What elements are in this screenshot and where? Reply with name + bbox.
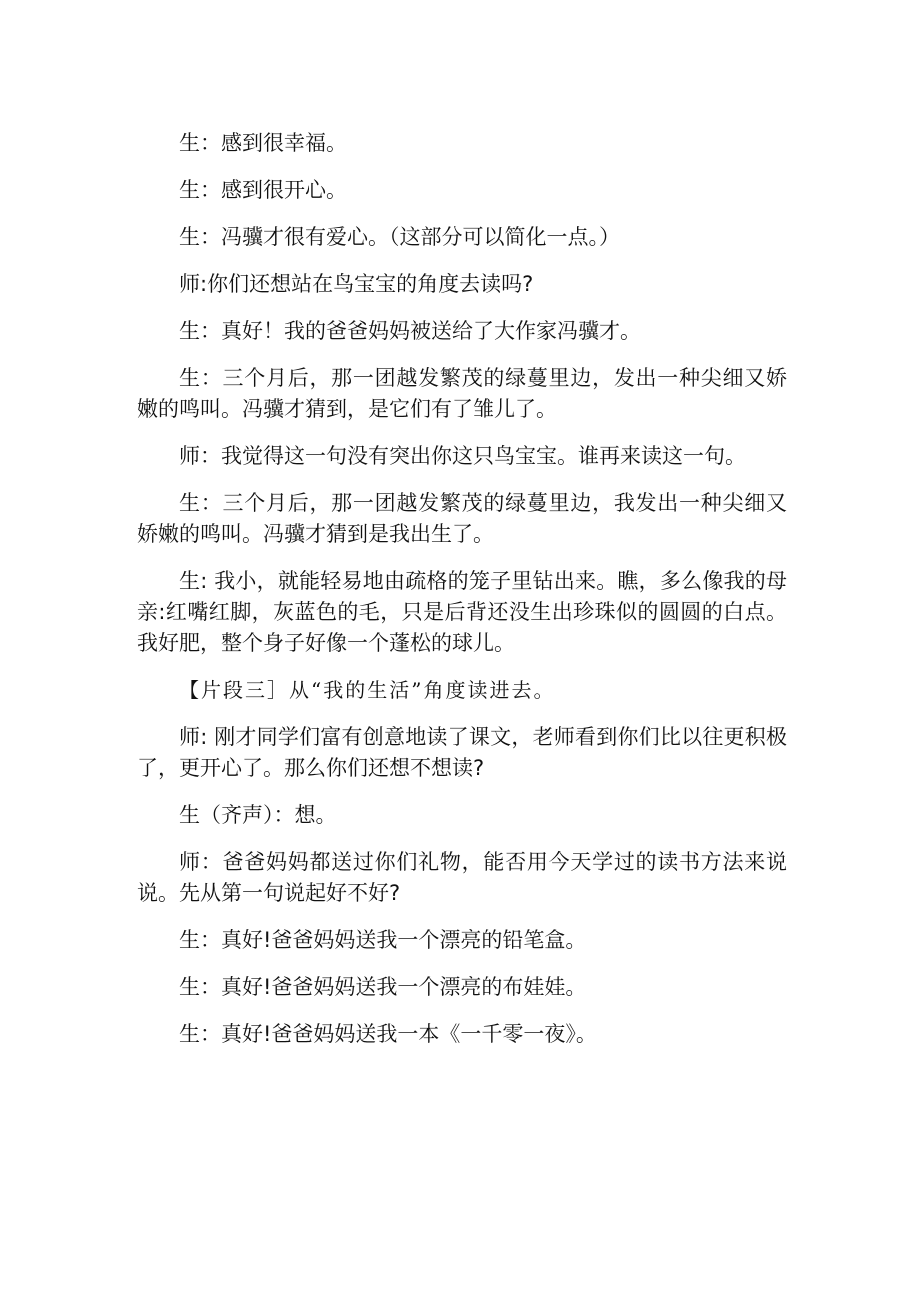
- dialogue-line-3: 生：冯骥才很有爱心。（这部分可以简化一点。）: [179, 225, 620, 249]
- section-heading: 【片段三］从“我的生活”角度读进去。: [179, 678, 556, 702]
- dialogue-line-7: 师：我觉得这一句没有突出你这只鸟宝宝。谁再来读这一句。: [179, 444, 746, 468]
- dialogue-line-15: 生：真好!爸爸妈妈送我一本《一千零一夜》。: [179, 1022, 597, 1046]
- dialogue-line-4: 师:你们还想站在鸟宝宝的角度去读吗?: [179, 272, 534, 296]
- dialogue-line-9: 生: 我小，就能轻易地由疏格的笼子里钻出来。瞧，多么像我的母亲:红嘴红脚，灰蓝色的毛，只是后背还没生出珍珠似的圆圆的白点。我好肥，整个身子好像一个蓬松的球儿。: [137, 569, 787, 655]
- document-body: [137, 128, 787, 1050]
- dialogue-line-12: 师：爸爸妈妈都送过你们礼物，能否用今天学过的读书方法来说说。先从第一句说起好不好?: [137, 850, 787, 905]
- dialogue-line-1: 生：感到很幸福。: [179, 131, 347, 155]
- dialogue-line-6: 生：三个月后，那一团越发繁茂的绿蔓里边，发出一种尖细又娇嫩的鸣叫。冯骥才猜到，是它们有了雏儿了。: [137, 366, 787, 421]
- dialogue-line-10: 师: 刚才同学们富有创意地读了课文，老师看到你们比以往更积极了，更开心了。那么你们还想不想读?: [137, 725, 787, 780]
- dialogue-line-8: 生：三个月后，那一团越发繁茂的绿蔓里边，我发出一种尖细又娇嫩的鸣叫。冯骥才猜到是我出生了。: [137, 491, 787, 546]
- dialogue-line-14: 生：真好!爸爸妈妈送我一个漂亮的布娃娃。: [179, 975, 587, 999]
- dialogue-line-2: 生：感到很开心。: [179, 178, 347, 202]
- dialogue-line-5: 生：真好！我的爸爸妈妈被送给了大作家冯骥才。: [179, 319, 641, 343]
- dialogue-line-11: 生（齐声）：想。: [179, 803, 337, 827]
- dialogue-line-13: 生：真好!爸爸妈妈送我一个漂亮的铅笔盒。: [179, 928, 587, 952]
